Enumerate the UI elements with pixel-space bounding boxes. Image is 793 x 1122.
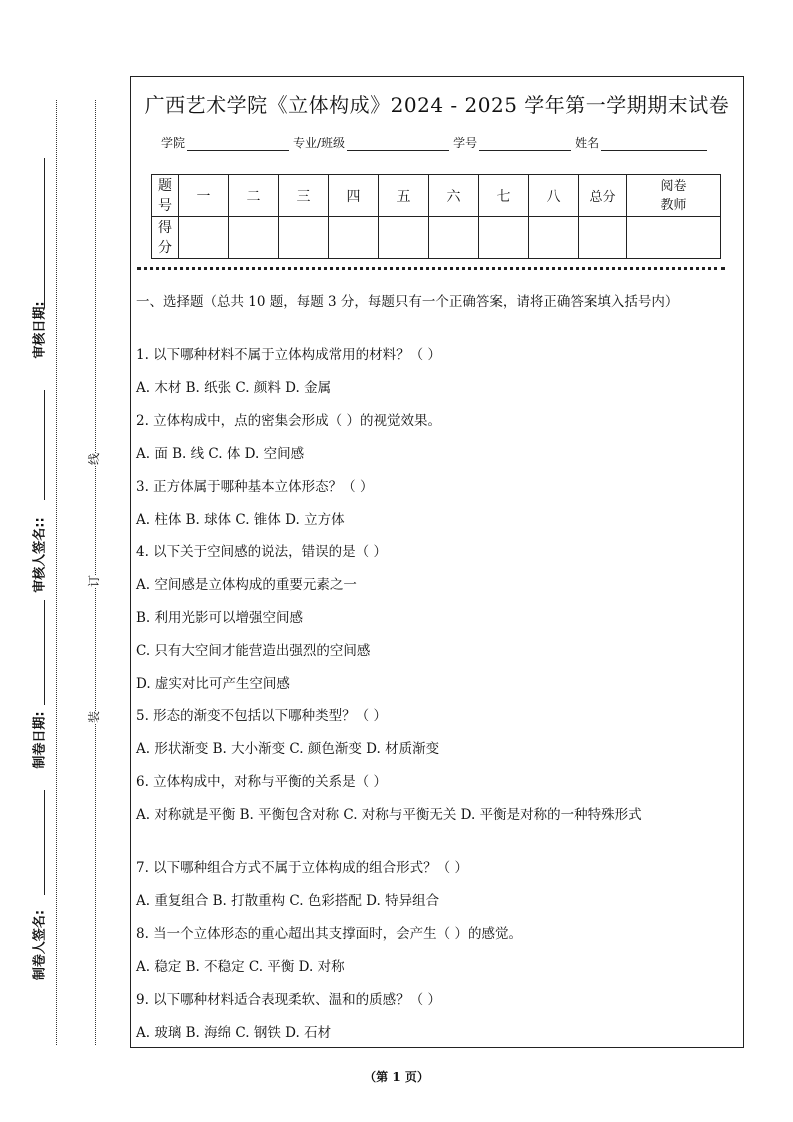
- binding-dotted-line-inner: [95, 100, 96, 1045]
- question-1-options: A. 木材 B. 纸张 C. 颜料 D. 金属: [136, 380, 332, 396]
- score-cell-2[interactable]: [229, 217, 279, 259]
- college-field[interactable]: [187, 136, 289, 151]
- student-id-field[interactable]: [479, 136, 571, 151]
- question-number-text: 题号: [158, 177, 172, 214]
- question-4-option-d: D. 虚实对比可产生空间感: [136, 676, 290, 692]
- score-table-score-row: [152, 217, 721, 259]
- binding-char-xian: 线: [87, 452, 102, 466]
- question-1: 1. 以下哪种材料不属于立体构成常用的材料？（ ）: [136, 347, 441, 363]
- maker-sign-label: 制卷人签名:: [32, 909, 48, 981]
- question-3: 3. 正方体属于哪种基本立体形态？（ ）: [136, 479, 374, 495]
- question-4: 4. 以下关于空间感的说法，错误的是（ ）: [136, 544, 387, 560]
- score-table: [151, 174, 721, 259]
- question-4-option-c: C. 只有大空间才能营造出强烈的空间感: [136, 643, 371, 659]
- reviewer-date-line: [44, 158, 45, 308]
- student-id-label: 学号: [453, 136, 478, 150]
- score-cell-4[interactable]: [329, 217, 379, 259]
- score-cell-1[interactable]: [179, 217, 229, 259]
- col-header-6: 六: [429, 175, 479, 217]
- col-header-3: 三: [279, 175, 329, 217]
- major-field[interactable]: [347, 136, 449, 151]
- score-cell-total[interactable]: [579, 217, 627, 259]
- college-label: 学院: [161, 136, 186, 150]
- col-header-2: 二: [229, 175, 279, 217]
- reviewer-header: [627, 175, 721, 217]
- score-row-header: [152, 217, 179, 259]
- score-row-header-text: 得分: [158, 219, 172, 256]
- question-4-option-a: A. 空间感是立体构成的重要元素之一: [136, 577, 357, 593]
- col-header-5: 五: [379, 175, 429, 217]
- question-9: 9. 以下哪种材料适合表现柔软、温和的质感？（ ）: [136, 992, 441, 1008]
- col-header-7: 七: [479, 175, 529, 217]
- col-header-1: 一: [179, 175, 229, 217]
- question-7-options: A. 重复组合 B. 打散重构 C. 色彩搭配 D. 特异组合: [136, 893, 440, 909]
- score-cell-3[interactable]: [279, 217, 329, 259]
- question-6-options: A. 对称就是平衡 B. 平衡包含对称 C. 对称与平衡无关 D. 平衡是对称的一种特殊形式: [136, 807, 642, 823]
- maker-date-label: 制卷日期:: [32, 711, 48, 769]
- reviewer-header-text: 阅卷教师: [660, 178, 687, 213]
- reviewer-date-label: 审核日期:: [32, 301, 48, 359]
- page-number: （第 1 页）: [364, 1070, 429, 1084]
- reviewer-sign-label: 审核人签名::: [32, 517, 48, 593]
- score-cell-8[interactable]: [529, 217, 579, 259]
- section-heading: 一、选择题（总共 10 题，每题 3 分，每题只有一个正确答案，请将正确答案填入括号内）: [136, 294, 679, 310]
- question-3-options: A. 柱体 B. 球体 C. 锥体 D. 立方体: [136, 512, 345, 528]
- question-4-option-b: B. 利用光影可以增强空间感: [136, 610, 304, 626]
- question-8-options: A. 稳定 B. 不稳定 C. 平衡 D. 对称: [136, 959, 345, 975]
- col-header-8: 八: [529, 175, 579, 217]
- question-number-header: [152, 175, 179, 217]
- name-field[interactable]: [601, 136, 707, 151]
- score-table-header-row: [152, 175, 721, 217]
- score-cell-reviewer[interactable]: [627, 217, 721, 259]
- question-7: 7. 以下哪种组合方式不属于立体构成的组合形式？（ ）: [136, 860, 468, 876]
- exam-frame: [130, 76, 744, 1048]
- question-5-options: A. 形状渐变 B. 大小渐变 C. 颜色渐变 D. 材质渐变: [136, 741, 440, 757]
- score-cell-5[interactable]: [379, 217, 429, 259]
- question-9-options: A. 玻璃 B. 海绵 C. 钢铁 D. 石材: [136, 1025, 332, 1041]
- student-info-row: [161, 134, 711, 151]
- major-label: 专业/班级: [293, 136, 346, 150]
- question-5: 5. 形态的渐变不包括以下哪种类型？（ ）: [136, 708, 387, 724]
- reviewer-sign-line: [44, 390, 45, 500]
- maker-date-line: [44, 600, 45, 705]
- score-cell-7[interactable]: [479, 217, 529, 259]
- question-2: 2. 立体构成中，点的密集会形成（ ）的视觉效果。: [136, 413, 441, 429]
- binding-dotted-line-outer: [56, 100, 57, 1045]
- name-label: 姓名: [575, 136, 600, 150]
- maker-sign-line: [44, 790, 45, 895]
- question-8: 8. 当一个立体形态的重心超出其支撑面时，会产生（ ）的感觉。: [136, 926, 522, 942]
- question-6: 6. 立体构成中，对称与平衡的关系是（ ）: [136, 774, 387, 790]
- total-header: 总分: [579, 175, 627, 217]
- binding-char-ding: 订: [87, 574, 102, 588]
- col-header-4: 四: [329, 175, 379, 217]
- score-cell-6[interactable]: [429, 217, 479, 259]
- question-2-options: A. 面 B. 线 C. 体 D. 空间感: [136, 446, 305, 462]
- binding-char-zhuang: 装: [87, 710, 102, 724]
- exam-title: 广西艺术学院《立体构成》2024 - 2025 学年第一学期期末试卷: [144, 93, 730, 117]
- section-separator: [137, 267, 725, 270]
